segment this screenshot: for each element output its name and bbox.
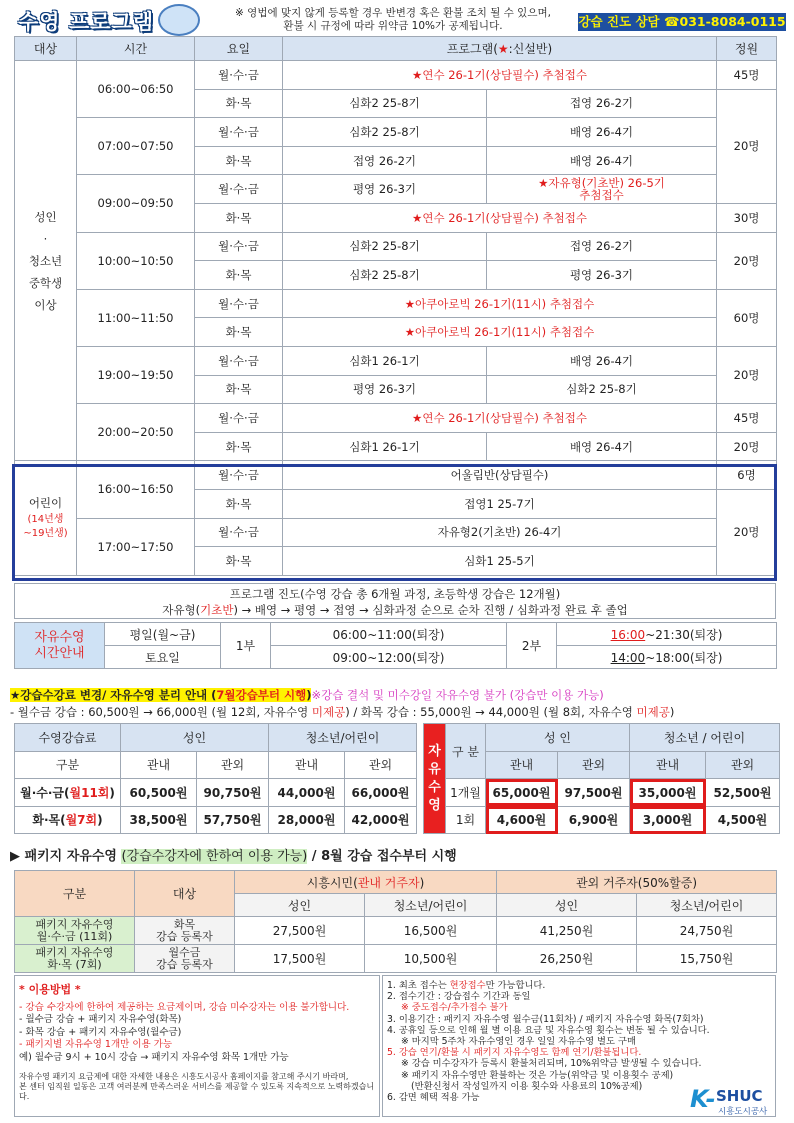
table-row [15, 751, 417, 779]
fee-cell: 4,500원 [706, 806, 780, 834]
day-cell: 월·수·금 [195, 175, 283, 204]
label-text: 월·수·금 (11회) [36, 929, 113, 943]
fee-cell: 10,500원 [365, 945, 497, 973]
target-text: 강습 등록자 [156, 957, 213, 971]
target-text: 청소년 [28, 253, 63, 268]
table-row [15, 404, 777, 433]
day-cell: 월·수·금 [195, 461, 283, 490]
notice-text: ) [306, 688, 312, 702]
table-row [15, 118, 777, 147]
capacity-cell: 20명 [717, 489, 777, 575]
target-text: 월수금 [168, 945, 201, 959]
day-cell: 월·수·금 [195, 518, 283, 547]
time-cell: 06:00~06:50 [77, 61, 195, 118]
fee-cell: 6,900원 [558, 806, 630, 834]
day-cell: 월·수·금 [195, 346, 283, 375]
fee-cell: 42,000원 [345, 806, 417, 834]
kids-highlight-box [12, 464, 777, 581]
program-cell: ★연수 26-1기(상담필수) 추첨접수 [283, 61, 717, 90]
program-cell: 심화2 25-8기 [283, 261, 487, 290]
target-text: 중학생 [28, 275, 63, 290]
col-capacity: 정원 [717, 37, 777, 61]
time-end: ~18:00(퇴장) [645, 650, 723, 665]
title-text: / 8월 강습 접수부터 시행 [307, 849, 457, 864]
fee-title: 수영강습료 [15, 724, 121, 752]
usage-title: * 이용방법 * [19, 983, 81, 996]
col-youth: 청소년/어린이 [269, 724, 417, 752]
day-cell: 화·목 [195, 432, 283, 461]
label-text: ) [97, 813, 103, 828]
mascot-icon [158, 4, 200, 36]
kid-age-text: (14년생~19년생) [23, 513, 68, 539]
detail-red: 미제공 [311, 705, 346, 719]
rule-line: 2. 접수기간 : 강습접수 기간과 동일 [387, 991, 531, 1003]
time-cell: 09:00~12:00(퇴장) [271, 646, 507, 669]
day-cell: 화·목 [195, 89, 283, 118]
table-row [15, 175, 777, 204]
header-red: 관내 거주자 [357, 875, 420, 890]
usage-line: 예) 월수금 9시 + 10시 강습 → 패키지 자유수영 화목 1개만 가능 [19, 1051, 289, 1063]
program-cell: 평영 26-3기 [283, 375, 487, 404]
label-text: 화·목 (7회) [47, 957, 102, 971]
target-text: 성인 [34, 209, 57, 224]
col-out: 관외 [197, 751, 269, 779]
day-cell: 화·목 [195, 547, 283, 576]
target-text: · [43, 231, 48, 246]
time-end: ~21:30(퇴장) [645, 627, 723, 642]
col-in: 관내 [121, 751, 197, 779]
usage-line: - 패키지별 자유수영 1개만 이용 가능 [19, 1039, 173, 1050]
capacity-cell: 45명 [717, 404, 777, 433]
title-text: ▶ 패키지 자유수영 [10, 849, 122, 864]
fee-cell: 15,750원 [637, 945, 777, 973]
time-start: 14:00 [610, 650, 646, 665]
row-label: 1개월 [446, 779, 486, 807]
day-cell: 월·수·금 [195, 118, 283, 147]
rule-text: 1. 최초 접수는 [387, 980, 450, 991]
fee-cell: 38,500원 [121, 806, 197, 834]
col-target: 대상 [135, 871, 235, 917]
fee-cell: 52,500원 [706, 779, 780, 807]
label-text: ) [109, 785, 115, 800]
package-title [10, 845, 790, 864]
program-cell: 배영 26-4기 [487, 432, 717, 461]
rule-sub: ※ 강습 미수강자가 등록시 환불처리되며, 10%위약금 발생될 수 있습니다. [401, 1058, 702, 1070]
logo-name: SHUC [716, 1087, 763, 1105]
detail-text: ) / 화목 강습 : 55,000원 → 44,000원 (월 8회, 자유수영 [345, 705, 637, 719]
fee-cell: 44,000원 [269, 779, 345, 807]
col-youth: 청소년/어린이 [365, 894, 497, 917]
label-red: 월11회 [69, 785, 110, 800]
program-text: 추첨접수 [579, 188, 624, 203]
col-in: 관내 [630, 751, 706, 779]
col-gubun: 구분 [15, 871, 135, 917]
program-cell: ★연수 26-1기(상담필수) 추첨접수 [283, 203, 717, 232]
col-gubun: 구분 [15, 751, 121, 779]
program-cell: 심화1 25-5기 [283, 547, 717, 576]
table-row [15, 806, 417, 834]
time-cell: 07:00~07:50 [77, 118, 195, 175]
package-fee-table [14, 870, 777, 973]
rule-text: 만 가능합니다. [485, 980, 546, 991]
program-cell: 심화1 26-1기 [283, 346, 487, 375]
col-adult: 성인 [235, 894, 365, 917]
vert-char: 영 [428, 797, 441, 813]
rule-line: 4. 공휴일 등으로 인해 월 별 이용 요금 및 자유수영 횟수는 변동 될 수 있습니다. [387, 1024, 710, 1036]
rule-line [387, 980, 771, 991]
label-text: 패키지 자유수영 [35, 945, 114, 959]
usage-line: - 화목 강습 + 패키지 자유수영(월수금) [19, 1026, 182, 1038]
time-cell: 16:00~16:50 [77, 461, 195, 518]
fee-cell-highlighted: 4,600원 [486, 806, 558, 834]
program-cell: 심화1 26-1기 [283, 432, 487, 461]
fee-cell: 26,250원 [497, 945, 637, 973]
free-swim-vertical-label [424, 724, 446, 834]
vert-char: 유 [428, 761, 441, 777]
table-row [15, 346, 777, 375]
part2-cell: 2부 [507, 623, 557, 669]
day-cell: 화·목 [195, 146, 283, 175]
usage-line: - 월수금 강습 + 패키지 자유수영(화목) [19, 1014, 182, 1025]
col-out: 관외 [706, 751, 780, 779]
lesson-fee-table [14, 723, 417, 834]
day-cell: 월·수·금 [195, 61, 283, 90]
fee-cell-highlighted: 3,000원 [630, 806, 706, 834]
table-header-row [15, 37, 777, 61]
program-cell: 배영 26-4기 [487, 118, 717, 147]
capacity-cell: 60명 [717, 289, 777, 346]
label-text: 화·목( [32, 813, 66, 828]
notice-line-2: 환불 시 규정에 따라 위약금 10%가 공제됩니다. [283, 20, 503, 32]
program-cell: 심화2 25-8기 [283, 89, 487, 118]
row-label [15, 806, 121, 834]
header-text: 시흥시민( [306, 875, 358, 890]
table-row [15, 724, 417, 752]
fee-cell-highlighted: 35,000원 [630, 779, 706, 807]
program-cell [487, 175, 717, 204]
capacity-cell: 20명 [717, 346, 777, 403]
row-label [15, 917, 135, 945]
saturday-cell: 토요일 [105, 646, 221, 669]
notice-text: ★강습수강료 변경/ 자유수영 분리 안내 ( [10, 688, 217, 702]
vert-char: 자 [428, 743, 441, 759]
rule-line: 6. 감면 혜택 적용 가능 [387, 1092, 480, 1104]
table-row [15, 917, 777, 945]
program-cell: ★아쿠아로빅 26-1기(11시) 추첨접수 [283, 318, 717, 347]
time-cell: 10:00~10:50 [77, 232, 195, 289]
row-target [135, 917, 235, 945]
time-start: 16:00 [610, 627, 646, 642]
program-cell: 접영1 25-7기 [283, 489, 717, 518]
row-label: 1회 [446, 806, 486, 834]
col-target: 대상 [15, 37, 77, 61]
day-cell: 화·목 [195, 375, 283, 404]
table-row [15, 61, 777, 90]
capacity-cell: 6명 [717, 461, 777, 490]
fee-cell: 41,250원 [497, 917, 637, 945]
day-cell: 월·수·금 [195, 232, 283, 261]
time-cell: 20:00~20:50 [77, 404, 195, 461]
detail-text: ) [669, 705, 675, 719]
col-time: 시간 [77, 37, 195, 61]
notice-pink: ※강습 결석 및 미수강일 자유수영 불가 (강습만 이용 가능) [311, 688, 604, 702]
label-text: 시간안내 [34, 645, 85, 661]
header-notice [208, 7, 578, 33]
time-cell: 06:00~11:00(퇴장) [271, 623, 507, 646]
progress-text: 자유형( [162, 603, 201, 617]
label-text: 월·수·금( [20, 785, 70, 800]
time-cell: 19:00~19:50 [77, 346, 195, 403]
day-cell: 월·수·금 [195, 289, 283, 318]
vert-char: 수 [428, 779, 441, 795]
footnote-line: 본 센터 임직원 일동은 고객 여러분께 만족스러운 서비스를 제공할 수 있도록 지속적으로 노력하겠습니다. [19, 1082, 375, 1101]
progress-line-1: 프로그램 진도(수영 강습 총 6개월 과정, 초등학생 강습은 12개월) [229, 587, 561, 601]
fee-cell: 16,500원 [365, 917, 497, 945]
rule-sub: ※ 마지막 5주차 자유수영인 경우 일일 자유수영 별도 구매 [401, 1036, 636, 1048]
shuc-logo [690, 1085, 780, 1119]
program-cell: 접영 26-2기 [487, 232, 717, 261]
detail-red: 미제공 [636, 705, 670, 719]
time-cell: 09:00~09:50 [77, 175, 195, 232]
table-row [424, 724, 780, 752]
col-out: 관외 [558, 751, 630, 779]
row-target [135, 945, 235, 973]
fee-cell: 97,500원 [558, 779, 630, 807]
capacity-cell: 20명 [717, 89, 777, 203]
fee-cell: 90,750원 [197, 779, 269, 807]
col-adult: 성인 [121, 724, 269, 752]
capacity-cell: 20명 [717, 232, 777, 289]
fee-cell: 57,750원 [197, 806, 269, 834]
free-swim-time-table [14, 622, 777, 669]
progress-line-2 [15, 602, 775, 618]
program-cell: ★아쿠아로빅 26-1기(11시) 추첨접수 [283, 289, 717, 318]
capacity-cell: 45명 [717, 61, 777, 90]
program-progress-note [14, 583, 776, 619]
col-in: 관내 [269, 751, 345, 779]
target-text: 화목 [173, 917, 196, 931]
program-cell: 배영 26-4기 [487, 346, 717, 375]
label-text: 자유수영 [34, 629, 85, 645]
rule-red: 현장접수 [449, 980, 486, 991]
table-row [15, 289, 777, 318]
free-swim-fee-table [423, 723, 780, 834]
fee-cell-highlighted: 65,000원 [486, 779, 558, 807]
col-youth: 청소년 / 어린이 [630, 724, 780, 752]
day-cell: 화·목 [195, 489, 283, 518]
program-cell: 심화2 25-8기 [283, 232, 487, 261]
usage-line: - 강습 수강자에 한하여 제공하는 요금제이며, 강습 미수강자는 이용 불가합니다. [19, 1001, 350, 1013]
notice-red: 7월강습부터 시행 [216, 688, 307, 702]
day-cell: 월·수·금 [195, 404, 283, 433]
weekday-cell: 평일(월~금) [105, 623, 221, 646]
program-cell: 평영 26-3기 [487, 261, 717, 290]
program-cell: 심화2 25-8기 [283, 118, 487, 147]
table-row [424, 806, 780, 834]
title-highlight: (강습수강자에 한하여 이용 가능) [121, 849, 308, 864]
time-cell: 11:00~11:50 [77, 289, 195, 346]
day-cell: 화·목 [195, 318, 283, 347]
row-label [15, 945, 135, 973]
fee-cell: 27,500원 [235, 917, 365, 945]
target-text: 어린이 [28, 495, 63, 510]
rule-line: 5. 강습 연기/환불 시 패키지 자유수영도 함께 연기/환불됩니다. [387, 1047, 642, 1059]
col-gubun: 구 분 [446, 724, 486, 779]
time-cell [557, 646, 777, 669]
program-cell: 어울림반(상담필수) [283, 461, 717, 490]
program-cell: 접영 26-2기 [283, 146, 487, 175]
col-youth: 청소년/어린이 [637, 894, 777, 917]
table-row [15, 623, 777, 646]
day-cell: 화·목 [195, 203, 283, 232]
capacity-cell: 30명 [717, 203, 777, 232]
rule-sub: ※ 패키지 자유수영만 환불하는 것은 가능(위약금 및 이용횟수 공제) [401, 1069, 674, 1081]
usage-footnote [19, 1072, 375, 1102]
col-outside: 관외 거주자(50%할증) [497, 871, 777, 894]
phone-badge: 강습 진도 상담 ☎031-8084-0115 [578, 14, 786, 29]
capacity-cell: 20명 [717, 432, 777, 461]
day-cell: 화·목 [195, 261, 283, 290]
program-cell: 배영 26-4기 [487, 146, 717, 175]
col-out: 관외 [345, 751, 417, 779]
rule-sub: ※ 중도접수/추가접수 불가 [401, 1002, 508, 1014]
rule-line: 3. 이용기간 : 패키지 자유수영 월수금(11회차) / 패키지 자유수영 화목(7회차) [387, 1013, 704, 1025]
footnote-line: 자유수영 패키지 요금제에 대한 자세한 내용은 시흥도시공사 홈페이지를 참고해 주시기 바라며, [19, 1072, 349, 1081]
table-row [15, 232, 777, 261]
time-cell [557, 623, 777, 646]
fee-cell: 28,000원 [269, 806, 345, 834]
fee-cell: 66,000원 [345, 779, 417, 807]
notice-line-1: ※ 영법에 맞지 않게 등록할 경우 반변경 혹은 환불 조치 될 수 있으며, [235, 7, 551, 19]
col-adult: 성 인 [486, 724, 630, 752]
table-row [15, 945, 777, 973]
progress-text: ) → 배영 → 평영 → 접영 → 심화과정 순으로 순차 진행 / 심화과정 완료 후 졸업 [233, 603, 628, 617]
part1-cell: 1부 [221, 623, 271, 669]
col-program: 프로그램(★:신설반) [283, 37, 717, 61]
col-siheung [235, 871, 497, 894]
program-cell: 자유형2(기초반) 26-4기 [283, 518, 717, 547]
fee-change-notice [10, 687, 790, 703]
header-text: ) [419, 875, 425, 890]
table-row [424, 779, 780, 807]
target-text: 강습 등록자 [156, 929, 213, 943]
col-adult: 성인 [497, 894, 637, 917]
page-header [8, 4, 786, 36]
fee-cell: 60,500원 [121, 779, 197, 807]
program-cell: ★연수 26-1기(상담필수) 추첨접수 [283, 404, 717, 433]
fee-change-detail [10, 704, 790, 720]
progress-highlight: 기초반 [200, 603, 234, 617]
row-label [15, 779, 121, 807]
label-text: 패키지 자유수영 [35, 917, 114, 931]
table-row [15, 646, 777, 669]
col-in: 관내 [486, 751, 558, 779]
table-row [15, 871, 777, 894]
logo-subtitle: 시흥도시공사 [718, 1107, 768, 1117]
detail-text: - 월수금 강습 : 60,500원 → 66,000원 (월 12회, 자유수영 [10, 705, 312, 719]
fee-cell: 17,500원 [235, 945, 365, 973]
logo-mark: K- [690, 1085, 716, 1113]
program-text: ★자유형(기초반) 26-5기 [538, 176, 665, 191]
time-cell: 17:00~17:50 [77, 518, 195, 575]
target-text: 이상 [34, 297, 57, 312]
free-swim-label [15, 623, 105, 669]
fee-cell: 24,750원 [637, 917, 777, 945]
usage-instructions [14, 975, 380, 1117]
adult-target-cell [15, 61, 77, 461]
table-row [15, 779, 417, 807]
label-red: 월7회 [65, 813, 98, 828]
program-cell: 평영 26-3기 [283, 175, 487, 204]
col-day: 요일 [195, 37, 283, 61]
page-title: 수영 프로그램 [18, 10, 155, 34]
rule-sub: (반환신청서 작성일까지 이용 횟수와 사용료의 10%공제) [411, 1080, 643, 1092]
program-cell: 심화2 25-8기 [487, 375, 717, 404]
program-cell: 접영 26-2기 [487, 89, 717, 118]
